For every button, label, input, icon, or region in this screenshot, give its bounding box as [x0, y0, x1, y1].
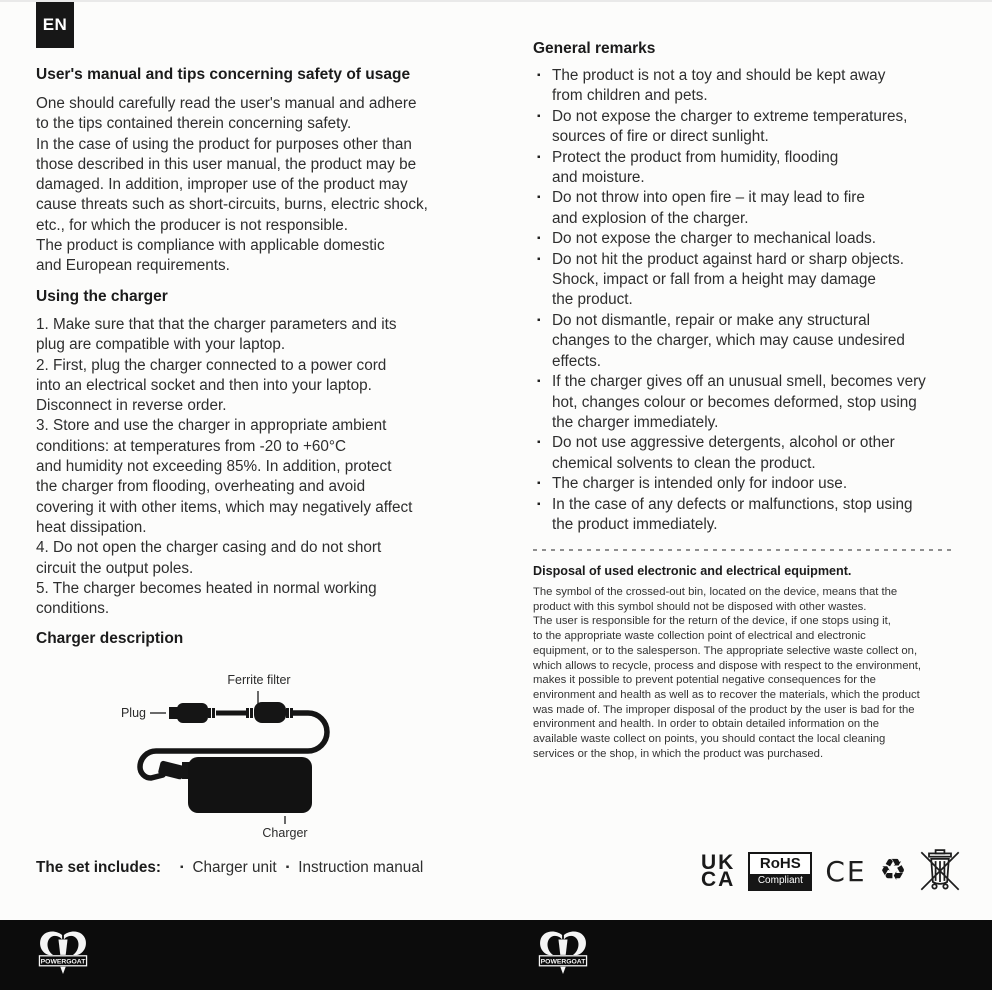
usage-line: 3. Store and use the charger in appropriate ambient — [36, 417, 387, 435]
bullet-icon: ▪ — [537, 314, 541, 326]
remark-line: effects. — [533, 352, 957, 372]
bullet-icon — [533, 331, 552, 351]
usage-line: circuit the output poles. — [36, 559, 194, 577]
set-includes-line — [36, 859, 423, 877]
usage-line: into an electrical socket and then into your laptop. — [36, 376, 372, 394]
charger-diagram — [36, 660, 496, 855]
bullet-icon — [533, 209, 552, 229]
usage-line: plug are compatible with your laptop. — [36, 336, 286, 354]
rohs-mark: RoHS Compliant — [748, 852, 812, 891]
remark-line: changes to the charger, which may cause undesired — [533, 331, 957, 351]
dashed-divider — [533, 549, 955, 551]
usage-line: conditions. — [36, 600, 110, 618]
remark-line: ▪ Do not hit the product against hard or sharp objects. — [533, 250, 957, 270]
remark-line: ▪ In the case of any defects or malfunctions, stop using — [533, 495, 957, 515]
remark-line: ▪ The product is not a toy and should be kept away — [533, 66, 957, 86]
intro-line: to the tips contained therein concerning safety. — [36, 115, 352, 133]
plug-label: Plug — [120, 706, 146, 720]
intro-line: One should carefully read the user's manual and adhere — [36, 95, 417, 112]
usage-line: 4. Do not open the charger casing and do not short — [36, 539, 382, 557]
bullet-icon — [533, 393, 552, 413]
heading-using-charger: Using the charger — [36, 288, 168, 305]
certification-marks — [701, 848, 960, 894]
bullet-icon: ▪ — [537, 151, 541, 163]
bullet-icon: ▪ — [537, 437, 541, 449]
brand-name: POWERGOAT — [40, 958, 86, 966]
disposal-line: The user is responsible for the return of the device, if one stops using it, — [533, 615, 891, 628]
ce-mark: CE — [825, 854, 867, 888]
heading-disposal: Disposal of used electronic and electrical equipment. — [533, 564, 852, 578]
disposal-line: to the appropriate waste collection point of electrical and electronic — [533, 630, 866, 643]
footer-bar — [0, 920, 992, 990]
set-item-instruction-manual: Instruction manual — [298, 859, 424, 876]
remark-line: the charger immediately. — [533, 413, 957, 433]
intro-line: The product is compliance with applicable domestic — [36, 237, 385, 255]
intro-line: etc., for which the producer is not responsible. — [36, 216, 349, 234]
set-item-charger-unit: Charger unit — [192, 859, 277, 876]
bullet-icon: ▪ — [537, 192, 541, 204]
general-remarks-list — [533, 66, 957, 535]
charger-brick — [188, 757, 312, 813]
remark-line: ▪ The charger is intended only for indoor use. — [533, 474, 957, 494]
usage-line: 5. The charger becomes heated in normal working — [36, 579, 377, 597]
ferrite-filter-label: Ferrite filter — [227, 673, 291, 687]
disposal-line: product with this symbol should not be disposed with other wastes. — [533, 600, 867, 613]
powergoat-logo — [34, 926, 92, 982]
usage-line: 2. First, plug the charger connected to a power cord — [36, 356, 387, 374]
remark-line: ▪ Do not use aggressive detergents, alcohol or other — [533, 433, 957, 453]
usage-line: the charger from flooding, overheating and avoid — [36, 478, 366, 496]
intro-paragraph — [36, 94, 481, 277]
disposal-line: was made of. The improper disposal of the product by the user is bad for the — [533, 703, 915, 716]
usage-line: Disconnect in reverse order. — [36, 397, 227, 415]
powergoat-logo — [534, 926, 592, 982]
disposal-line: makes it possible to prevent potential negative consequences for the — [533, 674, 876, 687]
bullet-icon — [533, 352, 552, 372]
heading-general-remarks: General remarks — [533, 40, 656, 57]
remark-line: the product immediately. — [533, 515, 957, 535]
intro-line: damaged. In addition, improper use of the product may — [36, 176, 408, 194]
remark-line: and moisture. — [533, 168, 957, 188]
intro-line: those described in this user manual, the product may be — [36, 155, 417, 173]
bullet-icon — [533, 127, 552, 147]
bullet-icon: ▪ — [537, 70, 541, 81]
heading-charger-description: Charger description — [36, 630, 184, 647]
remark-line: Shock, impact or fall from a height may damage — [533, 270, 957, 290]
remark-line: ▪ Do not dismantle, repair or make any structural — [533, 311, 957, 331]
remark-line: sources of fire or direct sunlight. — [533, 127, 957, 147]
bullet-icon — [533, 168, 552, 188]
bullet-icon — [533, 86, 552, 106]
usage-line: conditions: at temperatures from -20 to +60°C — [36, 437, 347, 455]
heading-users-manual: User's manual and tips concerning safety of usage — [36, 66, 411, 83]
ferrite-filter-icon — [246, 702, 293, 723]
remark-line: ▪ Do not expose the charger to extreme temperatures, — [533, 107, 957, 127]
bullet-icon — [533, 515, 552, 535]
weee-bin-icon — [920, 849, 960, 893]
bullet-icon: ▪ — [537, 478, 541, 490]
language-badge: EN — [36, 2, 74, 48]
disposal-line: available waste collect on points, you should contact the local cleaning — [533, 733, 886, 746]
charger-label: Charger — [262, 826, 308, 840]
remark-line: from children and pets. — [533, 86, 957, 106]
disposal-line: services or the shop, in which the product was purchased. — [533, 747, 824, 760]
bullet-icon: ▪ — [537, 498, 541, 510]
recycle-icon: ♻ — [879, 853, 907, 888]
disposal-paragraph — [533, 585, 957, 761]
bullet-icon — [533, 413, 552, 433]
remark-line: ▪ Protect the product from humidity, flooding — [533, 148, 957, 168]
disposal-line: environment and health. In order to obtain detailed information on the — [533, 718, 880, 731]
disposal-line: equipment, or to the salesperson. The appropriate selective waste collect on, — [533, 644, 918, 657]
remark-line: and explosion of the charger. — [533, 209, 957, 229]
bullet-icon: ▪ — [537, 233, 541, 245]
bullet-icon: ▪ — [537, 110, 541, 122]
set-includes-label: The set includes: — [36, 859, 161, 876]
ukca-mark: UK CA — [701, 850, 736, 891]
bullet-icon: ▪ — [537, 253, 541, 265]
intro-line: cause threats such as short-circuits, burns, electric shock, — [36, 196, 428, 214]
bullet-icon — [533, 270, 552, 290]
bullet-icon — [533, 454, 552, 474]
usage-line: heat dissipation. — [36, 518, 147, 536]
remark-line: the product. — [533, 290, 957, 310]
usage-line: covering it with other items, which may negatively affect — [36, 498, 413, 516]
usage-steps — [36, 315, 481, 619]
intro-line: In the case of using the product for purposes other than — [36, 135, 412, 153]
bullet-icon: ▪ — [285, 862, 290, 873]
remark-line: hot, changes colour or becomes deformed, stop using — [533, 393, 957, 413]
intro-line: and European requirements. — [36, 257, 230, 275]
bullet-icon: ▪ — [537, 376, 541, 388]
disposal-line: which allows to recycle, process and dispose with respect to the environment, — [533, 659, 922, 672]
plug-icon — [169, 703, 215, 723]
usage-line: and humidity not exceeding 85%. In addition, protect — [36, 458, 392, 476]
bullet-icon: ▪ — [179, 862, 184, 873]
brand-name: POWERGOAT — [540, 958, 586, 966]
disposal-line: The symbol of the crossed-out bin, located on the device, means that the — [533, 586, 898, 598]
remark-line: ▪ Do not throw into open fire – it may lead to fire — [533, 188, 957, 208]
usage-line: 1. Make sure that that the charger parameters and its — [36, 316, 397, 333]
bullet-icon — [533, 290, 552, 310]
disposal-line: environment and health as well as to recover the materials, which the product — [533, 688, 920, 701]
remark-line: ▪ Do not expose the charger to mechanical loads. — [533, 229, 957, 249]
remark-line: chemical solvents to clean the product. — [533, 454, 957, 474]
remark-line: ▪ If the charger gives off an unusual smell, becomes very — [533, 372, 957, 392]
